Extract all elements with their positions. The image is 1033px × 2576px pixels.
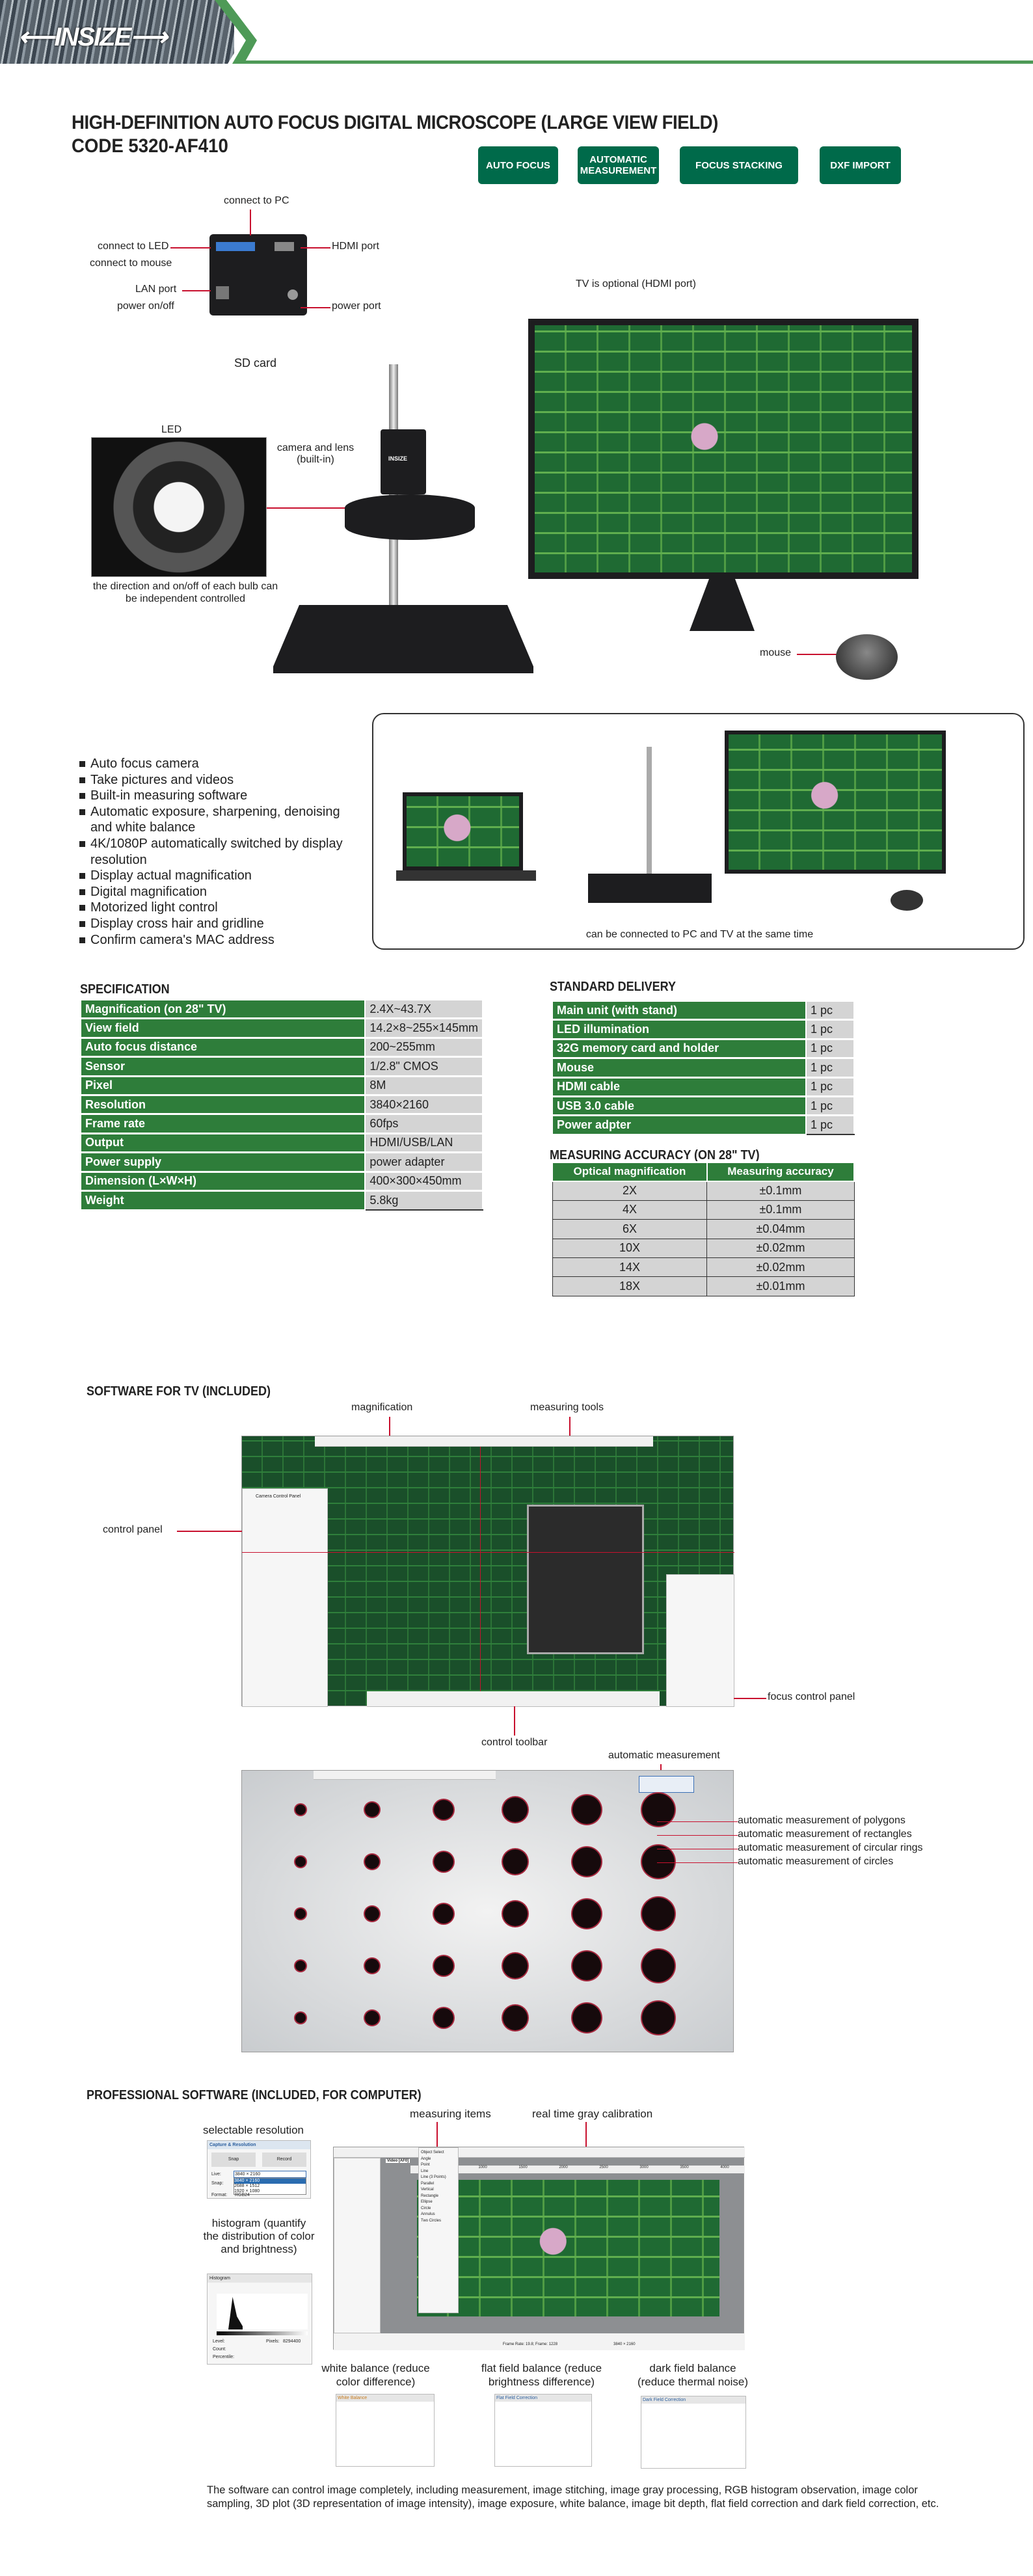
feature-item: Built-in measuring software [79,788,353,804]
measured-hole [503,1953,528,1978]
table-row [81,1057,483,1076]
measuring-toolbar[interactable] [314,1771,496,1780]
pcb-chip [527,1505,644,1654]
measured-hole [642,2002,675,2034]
spec-value: 2.4X~43.7X [365,1000,483,1019]
table-row [81,1172,483,1190]
pointer-line [514,1706,515,1736]
dialog-title: Histogram [208,2274,312,2283]
software-description: The software can control image completely, including measurement, image stitching, image gray processing, RGB histogram observation, image color sampling, 3D plot (3D representation of image intensity), image exposure, white balance, image bit depth, flat field correction and dark field correction, etc. [207,2484,939,2510]
measured-hole [503,1849,528,1874]
spec-heading: SPECIFICATION [80,982,170,997]
spec-value: 1 pc [806,1116,854,1134]
ruler [410,2166,745,2173]
pointer-line [657,1835,738,1836]
table-row [81,1133,483,1152]
measured-hole [572,1952,601,1980]
measured-hole [365,1803,379,1817]
label-white-balance: white balance (reduce color difference) [321,2362,430,2388]
spec-value: 1 pc [806,1077,854,1096]
crosshair-vertical [480,1447,481,1707]
auto-measurement-screenshot [241,1770,734,2052]
table-row [81,1019,483,1038]
measured-hole [365,1855,379,1869]
pointer-line [797,654,837,655]
spec-label: Power supply [81,1153,365,1172]
ruler-tick: 1000 [478,2166,487,2169]
dialog-title: Dark Field Correction [641,2396,745,2404]
table-row [552,1058,854,1077]
pixels-value: 8294400 [283,2339,301,2344]
capture-resolution-dialog [207,2140,311,2199]
spec-value: 1 pc [806,1001,854,1020]
stand-base [588,874,712,903]
measured-hole [295,1961,306,1971]
menu-item[interactable]: Two Circles [421,2218,442,2223]
accuracy-cell: ±0.02mm [707,1257,854,1276]
table-row [552,1220,854,1239]
spec-value: 1 pc [806,1020,854,1039]
table-row [552,1239,854,1257]
label-control-panel: control panel [103,1524,163,1535]
table-row [81,1190,483,1209]
label-mouse: mouse [760,647,792,658]
spec-value: 1/2.8" CMOS [365,1057,483,1076]
feature-item: Take pictures and videos [79,772,353,788]
resolution-status: 3840 × 2160 [613,2342,636,2346]
label-sd-card: SD card [234,356,277,369]
delivery-table [552,1000,855,1135]
menu-item[interactable]: Angle [421,2156,431,2161]
measuring-toolbar[interactable] [334,2147,745,2158]
table-row [81,1038,483,1056]
measured-hole [434,1956,453,1976]
resolution-option[interactable]: 1920 × 1080 [234,2189,260,2194]
feature-item: Auto focus camera [79,756,353,772]
stand-base [273,605,533,673]
table-row [81,1114,483,1133]
label-selectable-resolution: selectable resolution [203,2124,304,2136]
laptop [403,792,523,870]
accuracy-cell: ±0.01mm [707,1277,854,1296]
feature-item: Confirm camera's MAC address [79,932,353,948]
camera-control-panel[interactable] [242,1488,328,1707]
label-control-toolbar: control toolbar [481,1737,548,1748]
spec-value: 8M [365,1076,483,1095]
dark-field-dialog [641,2396,746,2469]
measuring-items-menu[interactable] [418,2147,459,2313]
label-automatic-measurement: automatic measurement [608,1750,720,1761]
label-bulb-control: the direction and on/off of each bulb can be independent controlled [92,581,278,604]
pointer-line [170,247,211,248]
table-row [81,1153,483,1172]
measured-hole [365,1907,379,1921]
banner-line [241,60,1033,64]
label-auto-circles: automatic measurement of circles [738,1856,894,1867]
snap-label: Snap: [211,2181,224,2186]
feature-item: Digital magnification [79,884,353,900]
live-value: 3840 × 2160 [235,2172,261,2177]
menu-item[interactable]: Line [421,2169,429,2173]
spec-value: 1 pc [806,1039,854,1058]
spec-label: Main unit (with stand) [552,1001,806,1020]
label-auto-rectangles: automatic measurement of rectangles [738,1829,912,1840]
record-button[interactable]: Record [262,2153,306,2167]
spec-label: View field [81,1019,365,1038]
label-connect-mouse: connect to mouse [90,258,172,269]
crosshair-horizontal [242,1552,734,1553]
pointer-line [301,307,330,308]
menu-item[interactable]: Ellipse [421,2200,433,2204]
histogram-dialog [207,2274,312,2365]
spec-label: Pixel [81,1076,365,1095]
monitor-stand [690,579,755,631]
insize-logo: ⟵INSIZE⟶ [18,23,167,51]
menu-item[interactable]: Point [421,2163,430,2167]
spec-label: Auto focus distance [81,1038,365,1056]
spec-label: Sensor [81,1057,365,1076]
label-tv-optional: TV is optional (HDMI port) [576,278,696,289]
pointer-line [734,1698,766,1699]
badge-auto-focus: AUTO FOCUS [478,146,558,184]
measured-hole [365,1959,379,1973]
led-ring [345,494,475,540]
column-header: Optical magnification [552,1162,707,1181]
frame-rate-status: Frame Rate: 19.8; Frame: 1228 [503,2342,558,2346]
measured-hole [295,1909,306,1919]
table-row [552,1039,854,1058]
auto-measure-labels [738,1814,923,1868]
stand-pole [647,747,652,890]
histogram-plot [217,2294,308,2329]
table-row [552,1277,854,1296]
delivery-heading: STANDARD DELIVERY [550,980,677,994]
accuracy-cell: 14X [552,1257,707,1276]
accuracy-table [552,1161,855,1296]
label-connect-pc: connect to PC [224,195,289,206]
spec-label: Weight [81,1190,365,1209]
monitor-pcb-image [535,325,912,572]
measured-hole [642,1845,675,1878]
pointer-line [250,209,251,235]
measured-hole [295,1805,306,1815]
laptop-screen [407,796,519,866]
left-side-panel[interactable] [334,2158,381,2333]
accuracy-cell: ±0.02mm [707,1239,854,1257]
column-header: Measuring accuracy [707,1162,854,1181]
connectivity-box [372,713,1025,950]
table-row [552,1020,854,1039]
menu-item[interactable]: Rectangle [421,2194,439,2198]
ruler-tick: 3000 [639,2166,649,2169]
ruler-tick: 2500 [599,2166,608,2169]
count-label: Count: [213,2347,226,2352]
table-row [552,1096,854,1115]
pcb-live-image [417,2180,719,2316]
menu-item[interactable]: Line (3 Points) [421,2175,446,2179]
label-lan-port: LAN port [135,284,177,295]
label-dark-field: dark field balance (reduce thermal noise) [637,2362,749,2388]
measured-hole [434,1800,453,1819]
measured-hole [434,1904,453,1924]
measured-hole [295,1857,306,1867]
control-toolbar[interactable] [367,1691,660,1707]
spec-label: Power adpter [552,1116,806,1134]
dialog-title: Flat Field Correction [495,2395,591,2402]
menu-item[interactable]: Parallel [421,2181,435,2186]
badge-automatic-measurement: AUTOMATIC MEASUREMENT [578,146,659,184]
label-gray-calibration: real time gray calibration [532,2108,653,2120]
dialog-title: White Balance [336,2395,434,2402]
header-banner [0,0,1033,64]
table-row [81,1095,483,1114]
table-row [552,1116,854,1134]
feature-list [79,756,353,948]
spec-value: 1 pc [806,1058,854,1077]
live-resolution-select[interactable] [234,2171,306,2178]
table-row [552,1257,854,1276]
lan-port [216,286,229,299]
spec-value: 14.2×8~255×145mm [365,1019,483,1038]
spec-value: 400×300×450mm [365,1172,483,1190]
camera-logo: INSIZE [388,455,408,462]
pc-software-heading: PROFESSIONAL SOFTWARE (INCLUDED, FOR COMPUTER) [87,2088,422,2102]
measured-hole [503,2006,528,2030]
spec-value: 3840×2160 [365,1095,483,1114]
connectivity-caption: can be connected to PC and TV at the same time [585,929,814,940]
measured-hole [295,2013,306,2023]
table-header-row [552,1162,854,1181]
ruler-tick: 4000 [720,2166,729,2169]
label-power-onoff: power on/off [117,301,174,312]
accuracy-cell: 6X [552,1220,707,1239]
product-code: CODE 5320-AF410 [72,135,228,157]
spec-label: HDMI cable [552,1077,806,1096]
measuring-toolbar[interactable] [315,1436,653,1447]
percentile-label: Percentile: [213,2355,235,2359]
mouse-photo [836,634,898,680]
spec-value: 60fps [365,1114,483,1133]
white-balance-dialog [336,2394,435,2467]
spec-label: Frame rate [81,1114,365,1133]
feature-item: Automatic exposure, sharpening, denoising and white balance [79,804,353,836]
gray-gradient [217,2331,308,2335]
pointer-line [182,290,211,291]
table-row [81,1000,483,1019]
label-measuring-tools: measuring tools [530,1402,604,1413]
feature-item: 4K/1080P automatically switched by display resolution [79,836,353,868]
measured-hole [642,1898,675,1930]
status-bar [334,2333,745,2350]
snap-button[interactable]: Snap [211,2153,256,2167]
spec-label: Magnification (on 28" TV) [81,1000,365,1019]
pointer-line [177,1531,242,1532]
measured-hole [642,1950,675,1982]
table-row [552,1001,854,1020]
table-row [552,1077,854,1096]
table-row [552,1181,854,1200]
flat-field-dialog [494,2394,592,2467]
table-row [552,1200,854,1219]
format-value: RGB24 [235,2193,250,2197]
logo-text: INSIZE [54,23,131,51]
accuracy-heading: MEASURING ACCURACY (ON 28" TV) [550,1148,760,1162]
feature-item: Motorized light control [79,900,353,916]
badge-dxf-import: DXF IMPORT [820,146,901,184]
ruler-tick: 2000 [559,2166,568,2169]
measured-hole [503,1901,528,1926]
page-title: HIGH-DEFINITION AUTO FOCUS DIGITAL MICROSCOPE (LARGE VIEW FIELD) [72,112,718,133]
label-histogram: histogram (quantify the distribution of color and brightness) [203,2217,315,2255]
label-power-port: power port [332,301,381,312]
table-row [81,1076,483,1095]
label-measuring-items: measuring items [410,2108,491,2120]
usb-ports [216,242,255,251]
measured-hole [503,1797,528,1822]
ruler-tick: 3500 [680,2166,689,2169]
tv-software-screenshot [241,1436,734,1706]
auto-measure-menu[interactable] [639,1776,694,1793]
dialog-title: Capture & Resolution [208,2141,310,2149]
accuracy-cell: 2X [552,1181,707,1200]
pointer-line [301,247,330,248]
measured-hole [365,2011,379,2025]
resolution-option[interactable]: 2688 × 1512 [234,2184,260,2188]
spec-value: 200~255mm [365,1038,483,1056]
feature-item: Display actual magnification [79,868,353,884]
badge-focus-stacking: FOCUS STACKING [680,146,798,184]
spec-value: 5.8kg [365,1190,483,1209]
focus-control-panel[interactable] [666,1574,734,1707]
monitor-pcb-image [729,734,942,870]
menu-item[interactable]: Circle [421,2206,431,2210]
pointer-line [657,1862,738,1863]
feature-item: Display cross hair and gridline [79,916,353,932]
level-label: Level: [213,2339,225,2344]
power-port [288,289,298,300]
measured-hole [434,2008,453,2028]
spec-label: LED illumination [552,1020,806,1039]
format-label: Format: [211,2193,228,2197]
tv-monitor [528,319,919,579]
spec-label: Resolution [81,1095,365,1114]
menu-item[interactable]: Annulus [421,2212,435,2216]
pointer-line [657,1821,738,1822]
menu-item[interactable]: Object Select [421,2151,444,2154]
label-connect-led: connect to LED [98,241,169,252]
label-hdmi-port: HDMI port [332,241,379,252]
spec-table [80,999,483,1211]
pc-software-screenshot [333,2147,744,2350]
tv-software-heading: SOFTWARE FOR TV (INCLUDED) [87,1384,271,1399]
label-focus-control-panel: focus control panel [768,1691,855,1702]
label-magnification: magnification [351,1402,413,1413]
camera-body [381,429,426,494]
label-auto-rings: automatic measurement of circular rings [738,1842,923,1853]
led-ring-photo [91,437,267,577]
pointer-line [436,2122,438,2148]
accuracy-cell: ±0.04mm [707,1220,854,1239]
menu-item[interactable]: Vertical [421,2188,434,2192]
spec-label: USB 3.0 cable [552,1096,806,1115]
measured-hole [572,2004,601,2032]
histogram-curve [228,2297,243,2329]
resolution-option[interactable]: 3840 × 2160 [234,2179,306,2184]
spec-label: 32G memory card and holder [552,1039,806,1058]
mouse-photo [891,890,923,911]
live-label: Live: [211,2172,221,2177]
label-camera-lens: camera and lens (built-in) [276,442,355,465]
panel-title: Camera Control Panel [256,1494,301,1499]
label-flat-field: flat field balance (reduce brightness difference) [481,2362,602,2388]
ruler-tick: 1500 [518,2166,528,2169]
accuracy-cell: 10X [552,1239,707,1257]
accuracy-cell: 18X [552,1277,707,1296]
spec-value: 1 pc [806,1096,854,1115]
tv-monitor [725,731,946,874]
spec-label: Mouse [552,1058,806,1077]
accuracy-cell: 4X [552,1200,707,1219]
label-auto-polygons: automatic measurement of polygons [738,1815,906,1826]
pixels-label: Pixels: [266,2339,280,2344]
measured-hole [572,1795,601,1824]
video-tab[interactable]: Video [AF0] [387,2159,409,2163]
hdmi-port [275,242,294,251]
camera-back-panel [209,234,307,315]
laptop-base [396,870,536,881]
spec-value: HDMI/USB/LAN [365,1133,483,1152]
spec-label: Output [81,1133,365,1152]
accuracy-cell: ±0.1mm [707,1181,854,1200]
spec-value: power adapter [365,1153,483,1172]
spec-label: Dimension (L×W×H) [81,1172,365,1190]
measured-hole [572,1847,601,1876]
accuracy-cell: ±0.1mm [707,1200,854,1219]
measured-hole [572,1899,601,1928]
label-led: LED [161,424,182,435]
measured-hole [434,1852,453,1872]
